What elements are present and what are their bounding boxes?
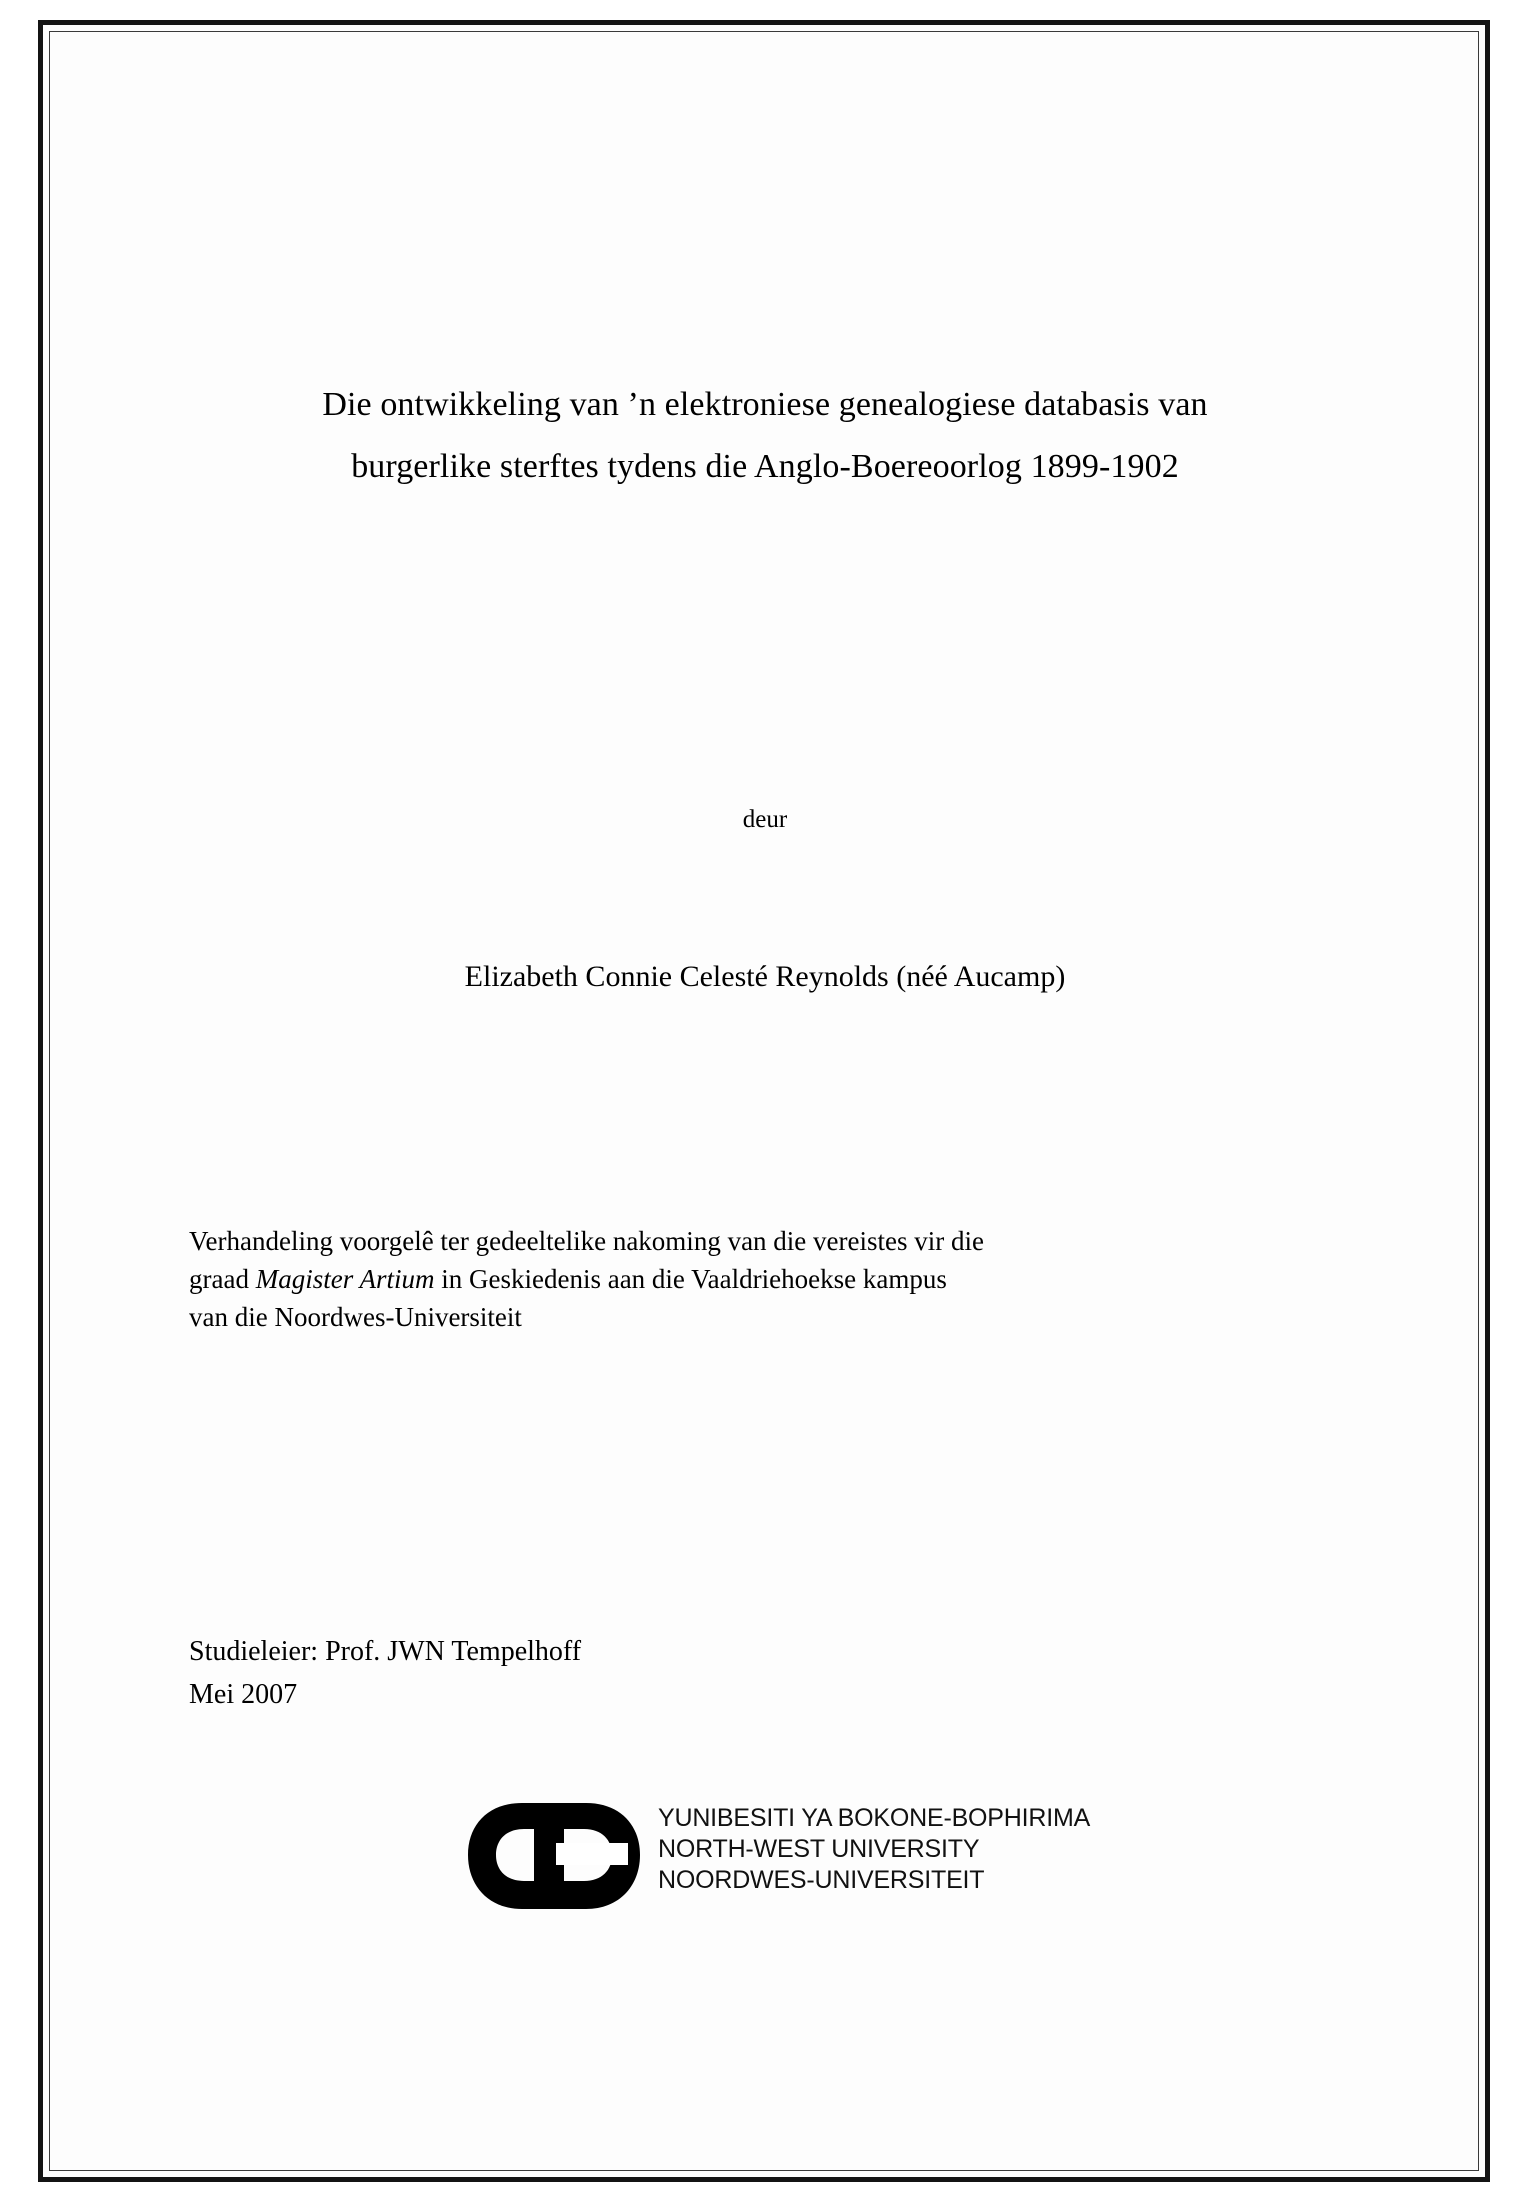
degree-statement-line-1: Verhandeling voorgelê ter gedeeltelike nakoming van die vereistes vir die (189, 1226, 984, 1256)
logo-text-line-3: NOORDWES-UNIVERSITEIT (658, 1866, 985, 1894)
university-logo-text (658, 1803, 1090, 1896)
degree-statement-line-2-suffix: in Geskiedenis aan die Vaaldriehoekse kampus (434, 1264, 947, 1294)
by-label: deur (742, 806, 788, 833)
logo-text-line-2: NORTH-WEST UNIVERSITY (658, 1835, 980, 1863)
author-name: Elizabeth Connie Celesté Reynolds (néé Aucamp) (464, 960, 1066, 993)
degree-statement-line-2-prefix: graad (189, 1264, 256, 1294)
degree-statement-line-3: van die Noordwes-Universiteit (189, 1302, 522, 1332)
title-line-2: burgerlike sterftes tydens die Anglo-Boereoorlog 1899-1902 (351, 448, 1179, 485)
date-line: Mei 2007 (189, 1679, 298, 1710)
title-page-content (185, 0, 1345, 2206)
university-logo (460, 1795, 1091, 1925)
supervisor-block (189, 1630, 1289, 1716)
degree-statement-line-2 (189, 1260, 1337, 1298)
north-west-university-logo-icon (460, 1799, 655, 1917)
logo-text-line-1: YUNIBESITI YA BOKONE-BOPHIRIMA (658, 1804, 1091, 1832)
degree-name-italic: Magister Artium (255, 1264, 435, 1294)
degree-statement (189, 1222, 1337, 1336)
supervisor-line: Studieleier: Prof. JWN Tempelhoff (189, 1636, 582, 1667)
title-line-1: Die ontwikkeling van ’n elektroniese genealogiese databasis van (322, 386, 1208, 423)
page-title (185, 374, 1345, 498)
